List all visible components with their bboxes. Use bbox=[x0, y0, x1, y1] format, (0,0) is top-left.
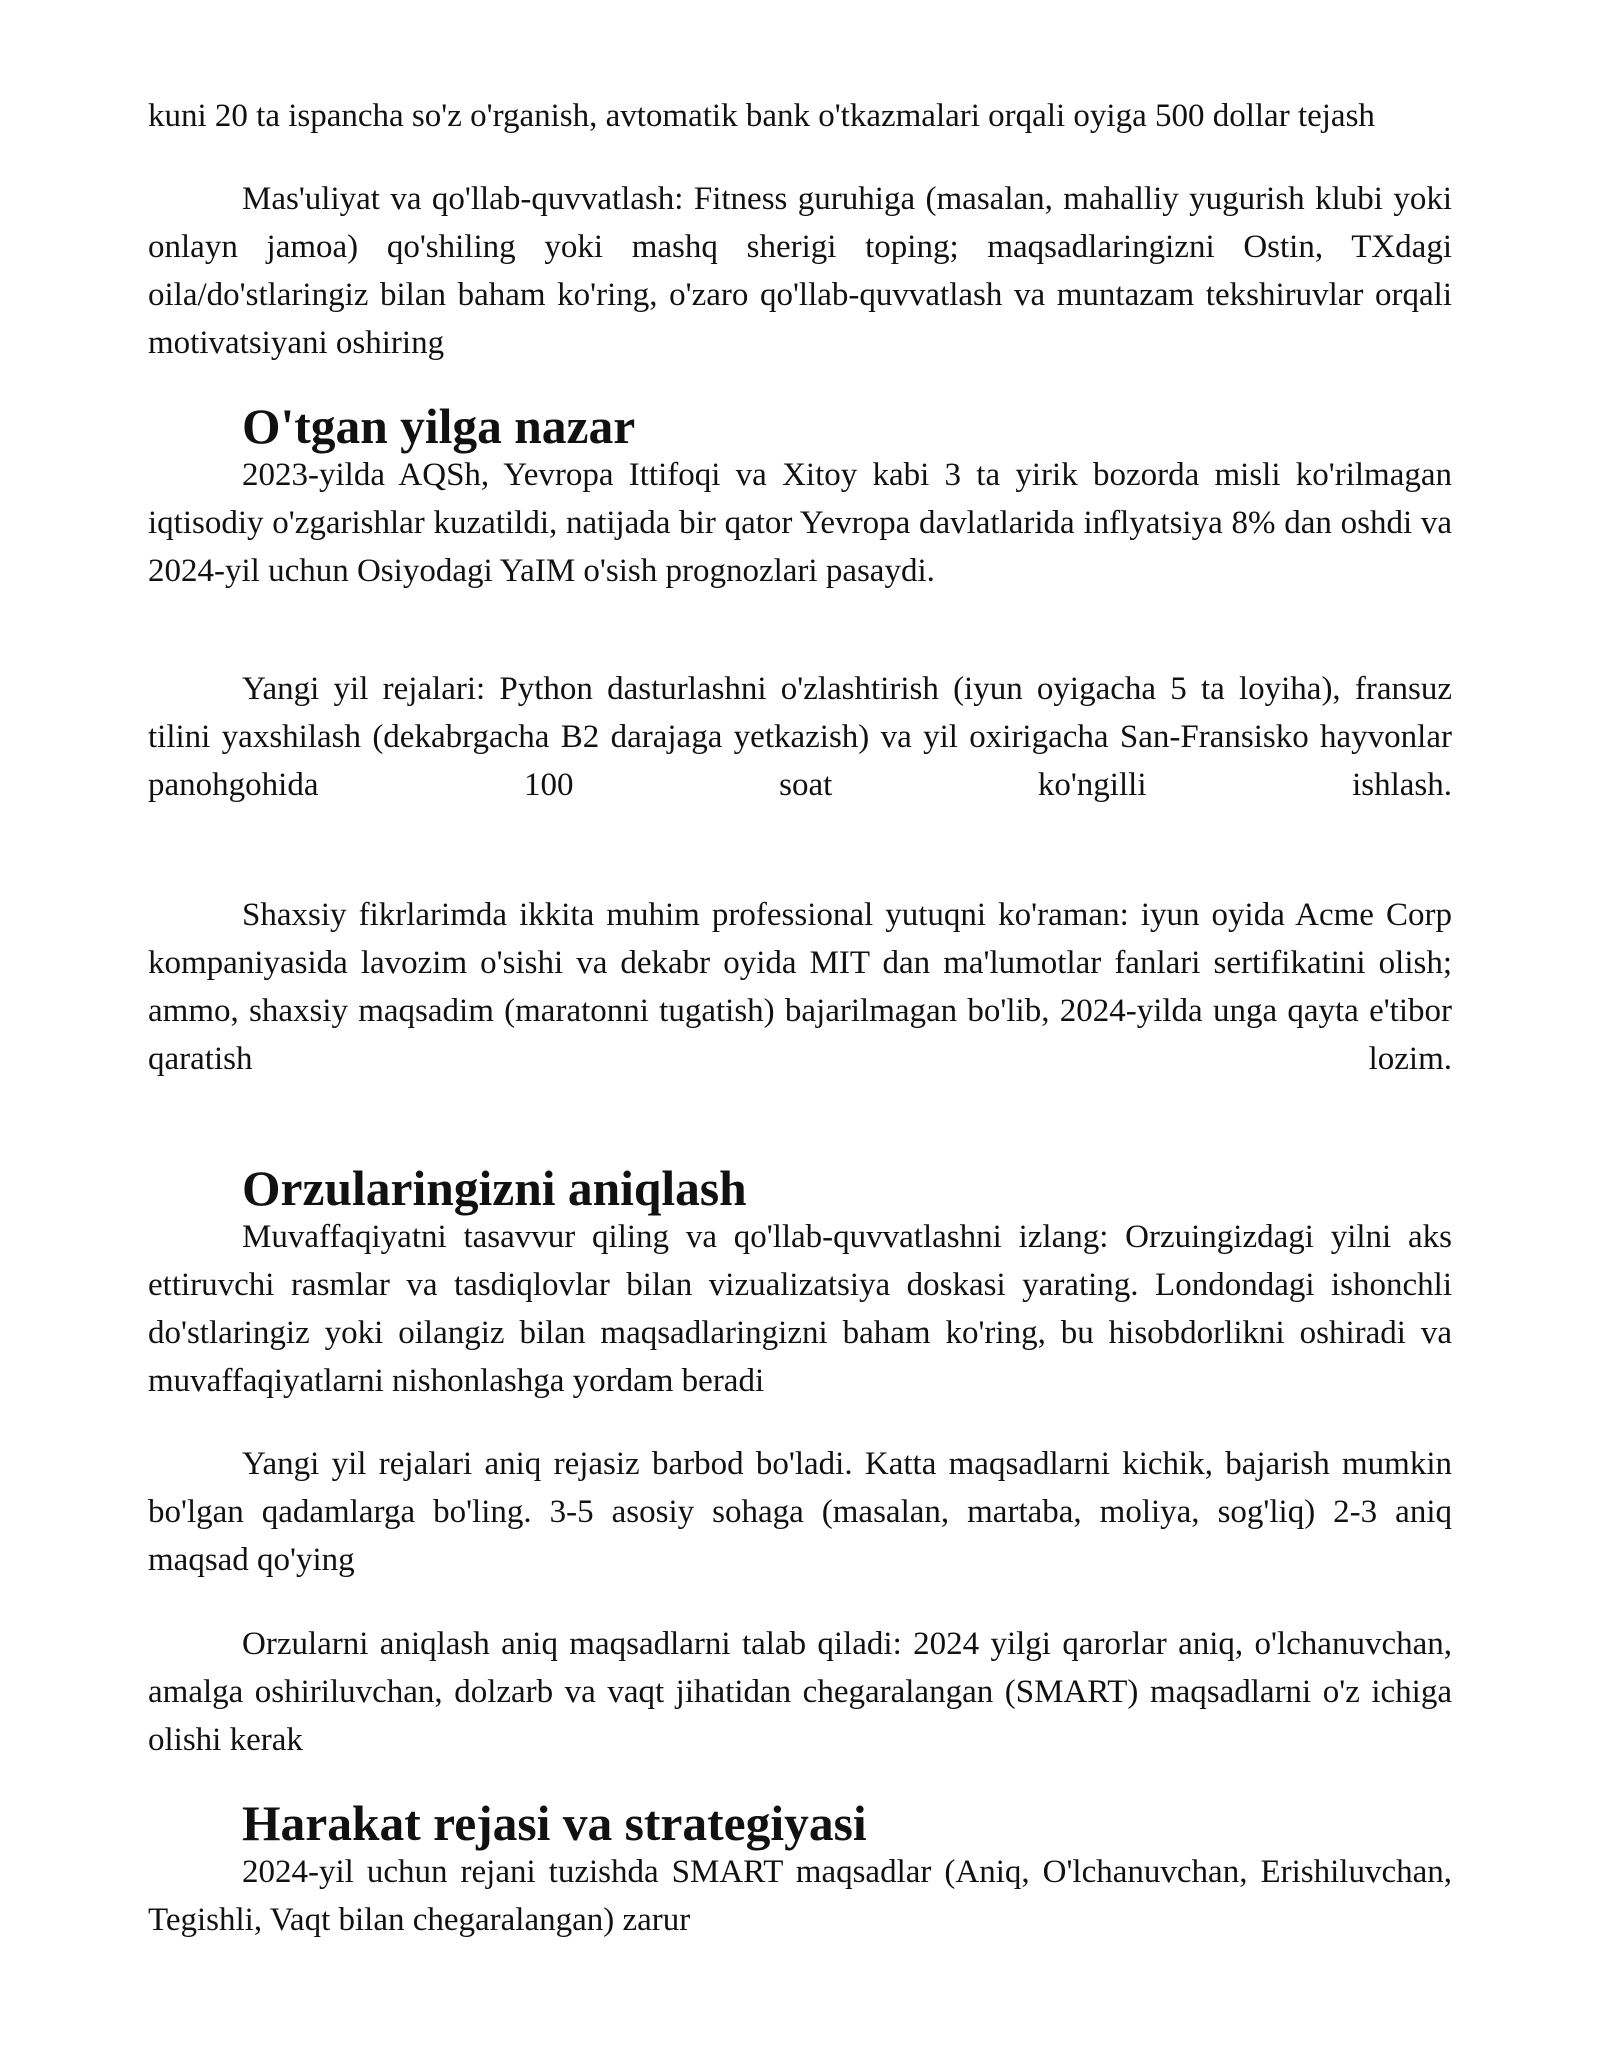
dreams-paragraph-2: Yangi yil rejalari aniq rejasiz barbod bo'ladi. Katta maqsadlarni kichik, bajarish mumkin bo'lgan qadamlarga bo'ling. 3-5 asosiy sohaga (masalan, martaba, moliya, sog'liq) 2-3 aniq maqsad qo'ying bbox=[148, 1446, 1452, 1578]
section-heading-review: O'tgan yilga nazar bbox=[242, 399, 636, 454]
continuation-paragraph: kuni 20 ta ispancha so'z o'rganish, avtomatik bank o'tkazmalari orqali oyiga 500 dollar tejash bbox=[148, 98, 1375, 134]
document-page bbox=[148, 92, 1452, 1944]
accountability-paragraph: Mas'uliyat va qo'llab-quvvatlash: Fitness guruhiga (masalan, mahalliy yugurish klubi yoki onlayn jamoa) qo'shiling yoki mashq sherigi toping; maqsadlaringizni Ostin, TXdagi oila/do'stlaringiz bilan baham ko'ring, o'zaro qo'llab-quvvatlash va muntazam tekshiruvlar orqali motivatsiyani oshiring bbox=[148, 181, 1452, 361]
action-paragraph-1: 2024-yil uchun rejani tuzishda SMART maqsadlar (Aniq, O'lchanuvchan, Erishiluvchan, Tegishli, Vaqt bilan chegaralangan) zarur bbox=[148, 1854, 1452, 1938]
review-paragraph-2: Yangi yil rejalari: Python dasturlashni o'zlashtirish (iyun oyigacha 5 ta loyiha), fransuz tilini yaxshilash (dekabrgacha B2 darajaga yetkazish) va yil oxirigacha San-Fransisko hayvonlar panohgohida 100 soat ko'ngilli ishlash. bbox=[148, 671, 1452, 803]
dreams-paragraph-3: Orzularni aniqlash aniq maqsadlarni talab qiladi: 2024 yilgi qarorlar aniq, o'lchanuvchan, amalga oshiriluvchan, dolzarb va vaqt jihatidan chegaralangan (SMART) maqsadlarni o'z ichiga olishi kerak bbox=[148, 1626, 1452, 1758]
review-paragraph-1: 2023-yilda AQSh, Yevropa Ittifoqi va Xitoy kabi 3 ta yirik bozorda misli ko'rilmagan iqtisodiy o'zgarishlar kuzatildi, natijada bir qator Yevropa davlatlarida inflyatsiya 8% dan oshdi va 2024-yil uchun Osiyodagi YaIM o'sish prognozlari pasaydi. bbox=[148, 457, 1452, 589]
review-paragraph-3: Shaxsiy fikrlarimda ikkita muhim professional yutuqni ko'raman: iyun oyida Acme Corp kompaniyasida lavozim o'sishi va dekabr oyida MIT dan ma'lumotlar fanlari sertifikatini olish; ammo, shaxsiy maqsadim (maratonni tugatish) bajarilmagan bo'lib, 2024-yilda unga qayta e'tibor qaratish lozim. bbox=[148, 897, 1452, 1077]
dreams-paragraph-1: Muvaffaqiyatni tasavvur qiling va qo'llab-quvvatlashni izlang: Orzuingizdagi yilni aks ettiruvchi rasmlar va tasdiqlovlar bilan vizualizatsiya doskasi yarating. Londondagi ishonchli do'stlaringiz yoki oilangiz bilan maqsadlaringizni baham ko'ring, bu hisobdorlikni oshiradi va muvaffaqiyatlarni nishonlashga yordam beradi bbox=[148, 1219, 1452, 1399]
section-heading-action: Harakat rejasi va strategiyasi bbox=[242, 1796, 867, 1851]
section-heading-dreams: Orzularingizni aniqlash bbox=[242, 1161, 747, 1216]
